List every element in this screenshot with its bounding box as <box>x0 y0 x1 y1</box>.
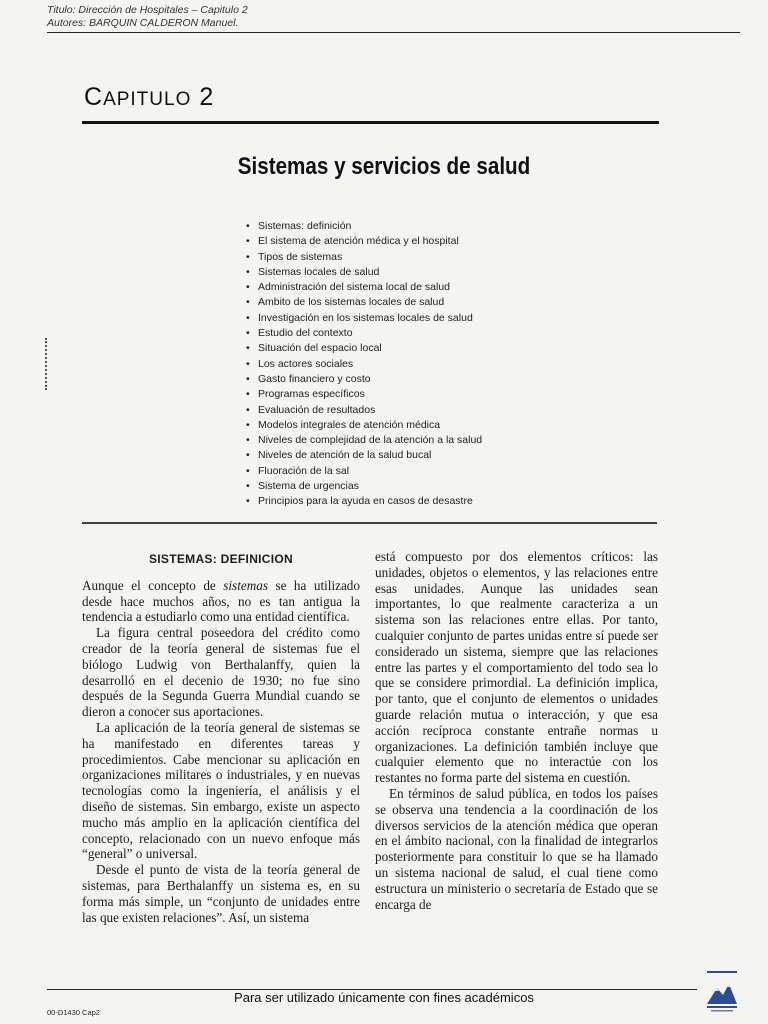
margin-mark <box>45 338 49 390</box>
toc-item: • Sistemas: definición <box>246 219 482 234</box>
emphasis-text: sistemas <box>223 577 268 593</box>
section-heading: SISTEMAS: DEFINICION <box>148 552 293 566</box>
header-divider <box>47 32 740 33</box>
toc-item: • Principios para la ayuda en casos de desastre <box>246 494 482 509</box>
toc-item: • Sistemas locales de salud <box>246 265 482 280</box>
toc-item: • Programas específicos <box>246 387 482 402</box>
paragraph <box>82 578 360 625</box>
header-authors: Autores: BARQUIN CALDERON Manuel. <box>47 17 239 29</box>
toc-item: • Niveles de complejidad de la atención a la salud <box>246 433 482 448</box>
toc-item: • Ambito de los sistemas locales de salud <box>246 295 482 310</box>
section-divider <box>82 522 657 524</box>
paragraph: En términos de salud pública, en todos los países se observa una tendencia a la coordinación de los diversos servicios de la atención médica que operan en el ámbito nacional, con la finalidad de integrarlos posteriormente para constituir lo que se ha llamado un sistema nacional de salud, el cual tiene como estructura un ministerio o secretaría de Estado que se encarga de <box>375 785 658 912</box>
publisher-logo-icon <box>705 968 739 1014</box>
chapter-cap-initial: C <box>84 83 104 111</box>
document-code: 00-D1430 Cap2 <box>47 1008 100 1017</box>
chapter-label <box>84 83 214 112</box>
paragraph: está compuesto por dos elementos críticos: las unidades, objetos o elementos, y las relaciones entre esas unidades. Aunque las unidades sean importantes, lo que realmente caracteriza a un sistema son las relaciones entre ellas. Por tanto, cualquier conjunto de partes unidas entre sí puede ser considerado un sistema, siempre que las relaciones entre las partes y el comportamiento del todo sea lo que se considere primordial. La definición implica, por tanto, que el conjunto de elementos o unidades guarde relación mutua o interacción, y que esa acción recíproca constante entrañe normas u organizaciones. La definición también incluye que cualquier elemento que no interactúe con los restantes no forma parte del sistema en cuestión. <box>375 549 658 786</box>
chapter-cap-rest: APITULO <box>103 89 192 110</box>
toc-item: • Situación del espacio local <box>246 341 482 356</box>
chapter-divider <box>82 121 659 124</box>
toc-item: • Evaluación de resultados <box>246 403 482 418</box>
left-column <box>82 549 360 925</box>
chapter-number: 2 <box>199 83 215 111</box>
header-title: Titulo: Dirección de Hospitales – Capitulo 2 <box>47 4 248 16</box>
footer-notice: Para ser utilizado únicamente con fines académicos <box>234 990 534 1005</box>
toc-item: • Estudio del contexto <box>246 326 482 341</box>
toc-item: • Modelos integrales de atención médica <box>246 418 482 433</box>
toc-item: • Sistema de urgencias <box>246 479 482 494</box>
chapter-title: Sistemas y servicios de salud <box>237 153 531 180</box>
paragraph: Desde el punto de vista de la teoría general de sistemas, para Berthalanffy un sistema es, en su forma más simple, un “conjunto de unidades entre las que existen relaciones”. Así, un sistema <box>82 862 360 925</box>
toc-item: • Investigación en los sistemas locales de salud <box>246 311 482 326</box>
toc-item: • Niveles de atención de la salud bucal <box>246 448 482 463</box>
paragraph: La figura central poseedora del crédito como creador de la teoría general de sistemas fue el biólogo Ludwig von Berthalanffy, quien la desarrolló en el decenio de 1930; no fue sino después de la Segunda Guerra Mundial cuando se dieron a conocer sus aportaciones. <box>82 625 360 720</box>
text-run: Aunque el concepto de <box>82 577 224 593</box>
toc-item: • Tipos de sistemas <box>246 250 482 265</box>
text-run: se ha utilizado desde hace muchos años, no es tan antigua la tendencia a estudiarlo como una entidad científica. <box>82 577 360 625</box>
right-column <box>375 549 658 912</box>
document-header <box>47 4 248 30</box>
toc-item: • Los actores sociales <box>246 357 482 372</box>
toc-item: • Fluoración de la sal <box>246 464 482 479</box>
chapter-contents-list <box>246 219 482 510</box>
toc-item: • Administración del sistema local de salud <box>246 280 482 295</box>
toc-item: • Gasto financiero y costo <box>246 372 482 387</box>
toc-item: • El sistema de atención médica y el hospital <box>246 234 482 249</box>
paragraph: La aplicación de la teoría general de sistemas se ha manifestado en diferentes tareas y procedimientos. Cabe mencionar su aplicación en organizaciones militares o industriales, y en nuevas tecnologías como la ingeniería, el análisis y el diseño de sistemas. Sin embargo, existe un aspecto mucho más amplio en la aplicación científica del concepto, relacionado con un nuevo enfoque más “general” o universal. <box>82 719 360 862</box>
